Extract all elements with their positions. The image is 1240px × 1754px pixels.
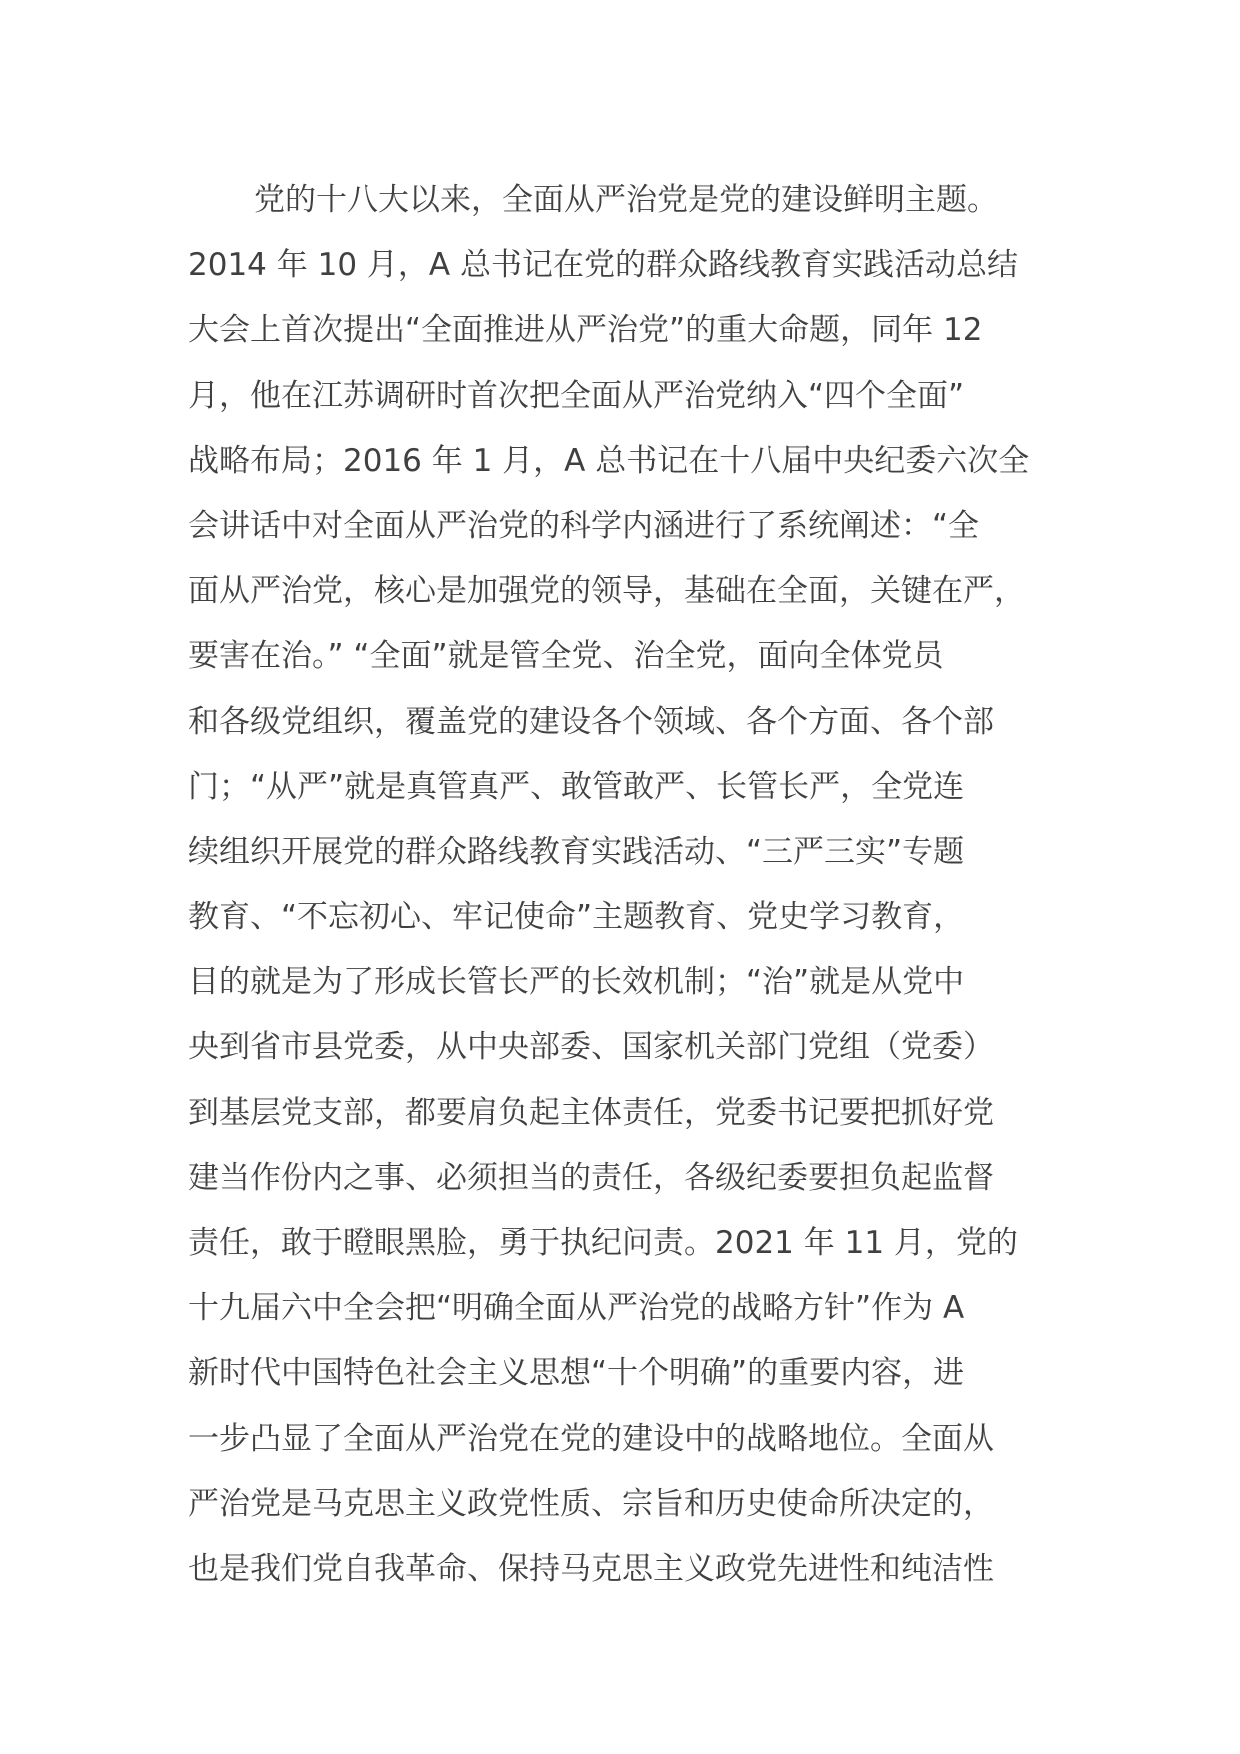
paragraph-line: 月，他在江苏调研时首次把全面从严治党纳入“四个全面” [188,377,965,414]
paragraph-line: 央到省市县党委，从中央部委、国家机关部门党组（党委） [188,1029,994,1066]
paragraph-line: 党的十八大以来，全面从严治党是党的建设鲜明主题。 [254,182,998,218]
paragraph-line: 要害在治。” “全面”就是管全党、治全党，面向全体党员 [188,638,944,675]
paragraph-line: 续组织开展党的群众路线教育实践活动、“三严三实”专题 [188,833,965,870]
paragraph-line: 十九届六中全会把“明确全面从严治党的战略方针”作为 A [188,1290,965,1327]
paragraph-line: 到基层党支部，都要肩负起主体责任，党委书记要把抓好党 [188,1094,994,1131]
paragraph-line: 战略布局；2016 年 1 月，A 总书记在十八届中央纪委六次全 [188,442,1030,479]
paragraph-line: 一步凸显了全面从严治党在党的建设中的战略地位。全面从 [188,1420,994,1457]
paragraph-line: 目的就是为了形成长管长严的长效机制；“治”就是从党中 [188,964,965,1001]
paragraph-line: 新时代中国特色社会主义思想“十个明确”的重要内容，进 [188,1355,965,1392]
paragraph-line: 责任，敢于瞪眼黑脸，勇于执纪问责。2021 年 11 月，党的 [188,1225,1018,1261]
body-paragraph [188,168,1068,1602]
paragraph-line: 会讲话中对全面从严治党的科学内涵进行了系统阐述：“全 [188,507,980,544]
paragraph-line: 也是我们党自我革命、保持马克思主义政党先进性和纯洁性 [188,1550,994,1587]
paragraph-line: 门；“从严”就是真管真严、敢管敢严、长管长严，全党连 [188,768,965,805]
paragraph-line: 严治党是马克思主义政党性质、宗旨和历史使命所决定的， [188,1485,994,1522]
paragraph-line: 教育、“不忘初心、牢记使命”主题教育、党史学习教育， [188,899,965,936]
paragraph-line: 和各级党组织，覆盖党的建设各个领域、各个方面、各个部 [188,703,994,740]
paragraph-line: 建当作份内之事、必须担当的责任，各级纪委要担负起监督 [188,1159,994,1196]
paragraph-line: 2014 年 10 月，A 总书记在党的群众路线教育实践活动总结 [188,247,1018,284]
paragraph-line: 大会上首次提出“全面推进从严治党”的重大命题，同年 12 [188,312,983,349]
paragraph-line: 面从严治党，核心是加强党的领导，基础在全面，关键在严， [188,573,1025,610]
